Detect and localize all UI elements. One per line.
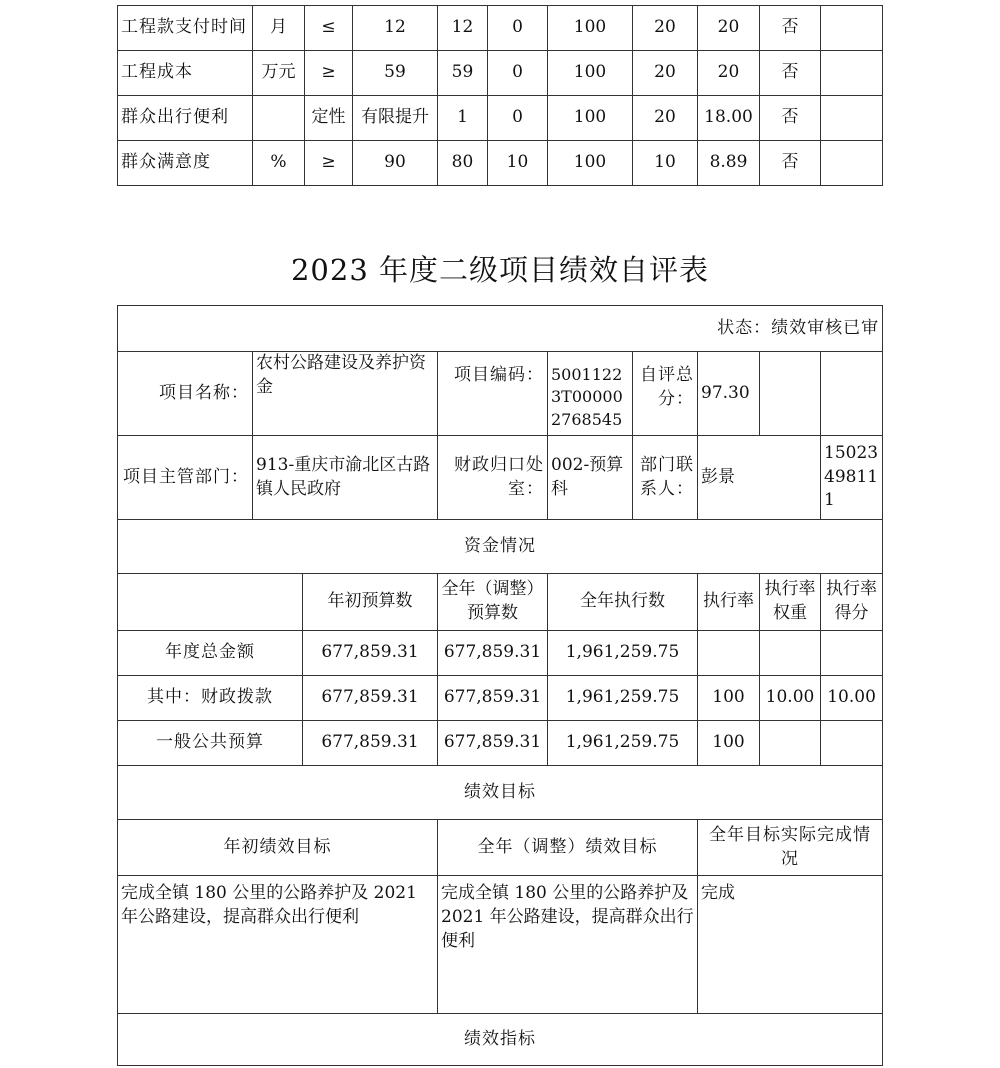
goals-initial-text: 完成全镇 180 公里的公路养护及 2021 年公路建设，提高群众出行便利	[118, 876, 438, 1014]
project-code-value: 50011223T000002768545	[548, 352, 633, 436]
indicator-name: 工程款支付时间	[118, 6, 253, 51]
phone-value: 15023498111	[821, 436, 883, 520]
indicator-extra	[821, 51, 883, 96]
table-row	[118, 96, 883, 141]
funds-row-label: 其中：财政拨款	[118, 676, 303, 721]
funds-row-label: 一般公共预算	[118, 721, 303, 766]
table-row	[118, 6, 883, 51]
funds-row-adjusted: 677,859.31	[438, 631, 548, 676]
indicator-name: 工程成本	[118, 51, 253, 96]
indicator-extra	[821, 6, 883, 51]
indicator-operator: ≥	[305, 141, 353, 186]
goals-adjusted-text: 完成全镇 180 公里的公路养护及 2021 年公路建设，提高群众出行便利	[438, 876, 698, 1014]
indicators-section-title: 绩效指标	[118, 1014, 883, 1066]
indicator-full-score: 100	[548, 6, 633, 51]
goals-header-actual: 全年目标实际完成情况	[698, 820, 883, 876]
indicator-target: 有限提升	[353, 96, 438, 141]
funds-row-score	[821, 631, 883, 676]
funds-row-initial: 677,859.31	[303, 631, 438, 676]
indicator-flag: 否	[760, 96, 821, 141]
self-evaluation-table	[117, 305, 883, 1066]
indicator-flag: 否	[760, 51, 821, 96]
indicator-weight: 10	[633, 141, 698, 186]
indicator-score: 20	[698, 6, 760, 51]
indicator-score: 20	[698, 51, 760, 96]
funds-row-weight: 10.00	[760, 676, 821, 721]
indicator-score: 18.00	[698, 96, 760, 141]
indicator-weight: 20	[633, 51, 698, 96]
indicator-name: 群众出行便利	[118, 96, 253, 141]
indicator-flag: 否	[760, 6, 821, 51]
indicator-target: 59	[353, 51, 438, 96]
empty-cell	[821, 352, 883, 436]
funds-header-adjusted: 全年（调整）预算数	[438, 574, 548, 631]
funds-row-initial: 677,859.31	[303, 676, 438, 721]
funds-header-executed: 全年执行数	[548, 574, 698, 631]
indicator-actual: 12	[438, 6, 488, 51]
funds-header-score: 执行率得分	[821, 574, 883, 631]
funds-row-executed: 1,961,259.75	[548, 721, 698, 766]
self-score-value: 97.30	[698, 352, 760, 436]
funds-row-adjusted: 677,859.31	[438, 721, 548, 766]
table-row	[118, 51, 883, 96]
project-name-value: 农村公路建设及养护资金	[253, 352, 438, 436]
indicator-flag: 否	[760, 141, 821, 186]
funds-row-executed: 1,961,259.75	[548, 631, 698, 676]
funds-header-rate: 执行率	[698, 574, 760, 631]
page-title: 2023 年度二级项目绩效自评表	[290, 253, 710, 287]
indicator-unit	[253, 96, 305, 141]
indicator-unit: 万元	[253, 51, 305, 96]
goals-header-initial: 年初绩效目标	[118, 820, 438, 876]
indicator-unit: 月	[253, 6, 305, 51]
status-badge: 状态：绩效审核已审	[118, 306, 883, 352]
indicator-continuation-table	[117, 5, 883, 186]
contact-label: 部门联系人：	[633, 436, 698, 520]
funds-section-title: 资金情况	[118, 520, 883, 574]
indicator-extra	[821, 96, 883, 141]
funds-header-initial: 年初预算数	[303, 574, 438, 631]
indicator-score: 8.89	[698, 141, 760, 186]
funds-row-executed: 1,961,259.75	[548, 676, 698, 721]
indicator-target: 90	[353, 141, 438, 186]
funds-row-weight	[760, 631, 821, 676]
indicator-unit: %	[253, 141, 305, 186]
goals-actual-text: 完成	[698, 876, 883, 1014]
dept-label: 项目主管部门：	[118, 436, 253, 520]
funds-row-rate: 100	[698, 676, 760, 721]
funds-row-score: 10.00	[821, 676, 883, 721]
indicator-operator: 定性	[305, 96, 353, 141]
indicator-target: 12	[353, 6, 438, 51]
empty-cell	[118, 574, 303, 631]
dept-value: 913-重庆市渝北区古路镇人民政府	[253, 436, 438, 520]
finance-label: 财政归口处室：	[438, 436, 548, 520]
goals-header-adjusted: 全年（调整）绩效目标	[438, 820, 698, 876]
funds-row-rate: 100	[698, 721, 760, 766]
funds-row-adjusted: 677,859.31	[438, 676, 548, 721]
indicator-full-score: 100	[548, 96, 633, 141]
indicator-full-score: 100	[548, 141, 633, 186]
funds-row-score	[821, 721, 883, 766]
self-score-label: 自评总分：	[633, 352, 698, 436]
finance-value: 002-预算科	[548, 436, 633, 520]
table-row	[118, 141, 883, 186]
indicator-deviation: 10	[488, 141, 548, 186]
empty-cell	[760, 352, 821, 436]
goals-section-title: 绩效目标	[118, 766, 883, 820]
funds-row-weight	[760, 721, 821, 766]
indicator-deviation: 0	[488, 51, 548, 96]
funds-row-initial: 677,859.31	[303, 721, 438, 766]
indicator-full-score: 100	[548, 51, 633, 96]
indicator-deviation: 0	[488, 96, 548, 141]
project-name-label: 项目名称：	[118, 352, 253, 436]
indicator-operator: ≥	[305, 51, 353, 96]
indicator-deviation: 0	[488, 6, 548, 51]
indicator-weight: 20	[633, 96, 698, 141]
indicator-name: 群众满意度	[118, 141, 253, 186]
contact-value: 彭景	[698, 436, 821, 520]
indicator-extra	[821, 141, 883, 186]
indicator-actual: 59	[438, 51, 488, 96]
funds-header-weight: 执行率权重	[760, 574, 821, 631]
funds-row-rate	[698, 631, 760, 676]
indicator-actual: 1	[438, 96, 488, 141]
indicator-actual: 80	[438, 141, 488, 186]
indicator-weight: 20	[633, 6, 698, 51]
indicator-operator: ≤	[305, 6, 353, 51]
project-code-label: 项目编码：	[438, 352, 548, 436]
funds-row-label: 年度总金额	[118, 631, 303, 676]
